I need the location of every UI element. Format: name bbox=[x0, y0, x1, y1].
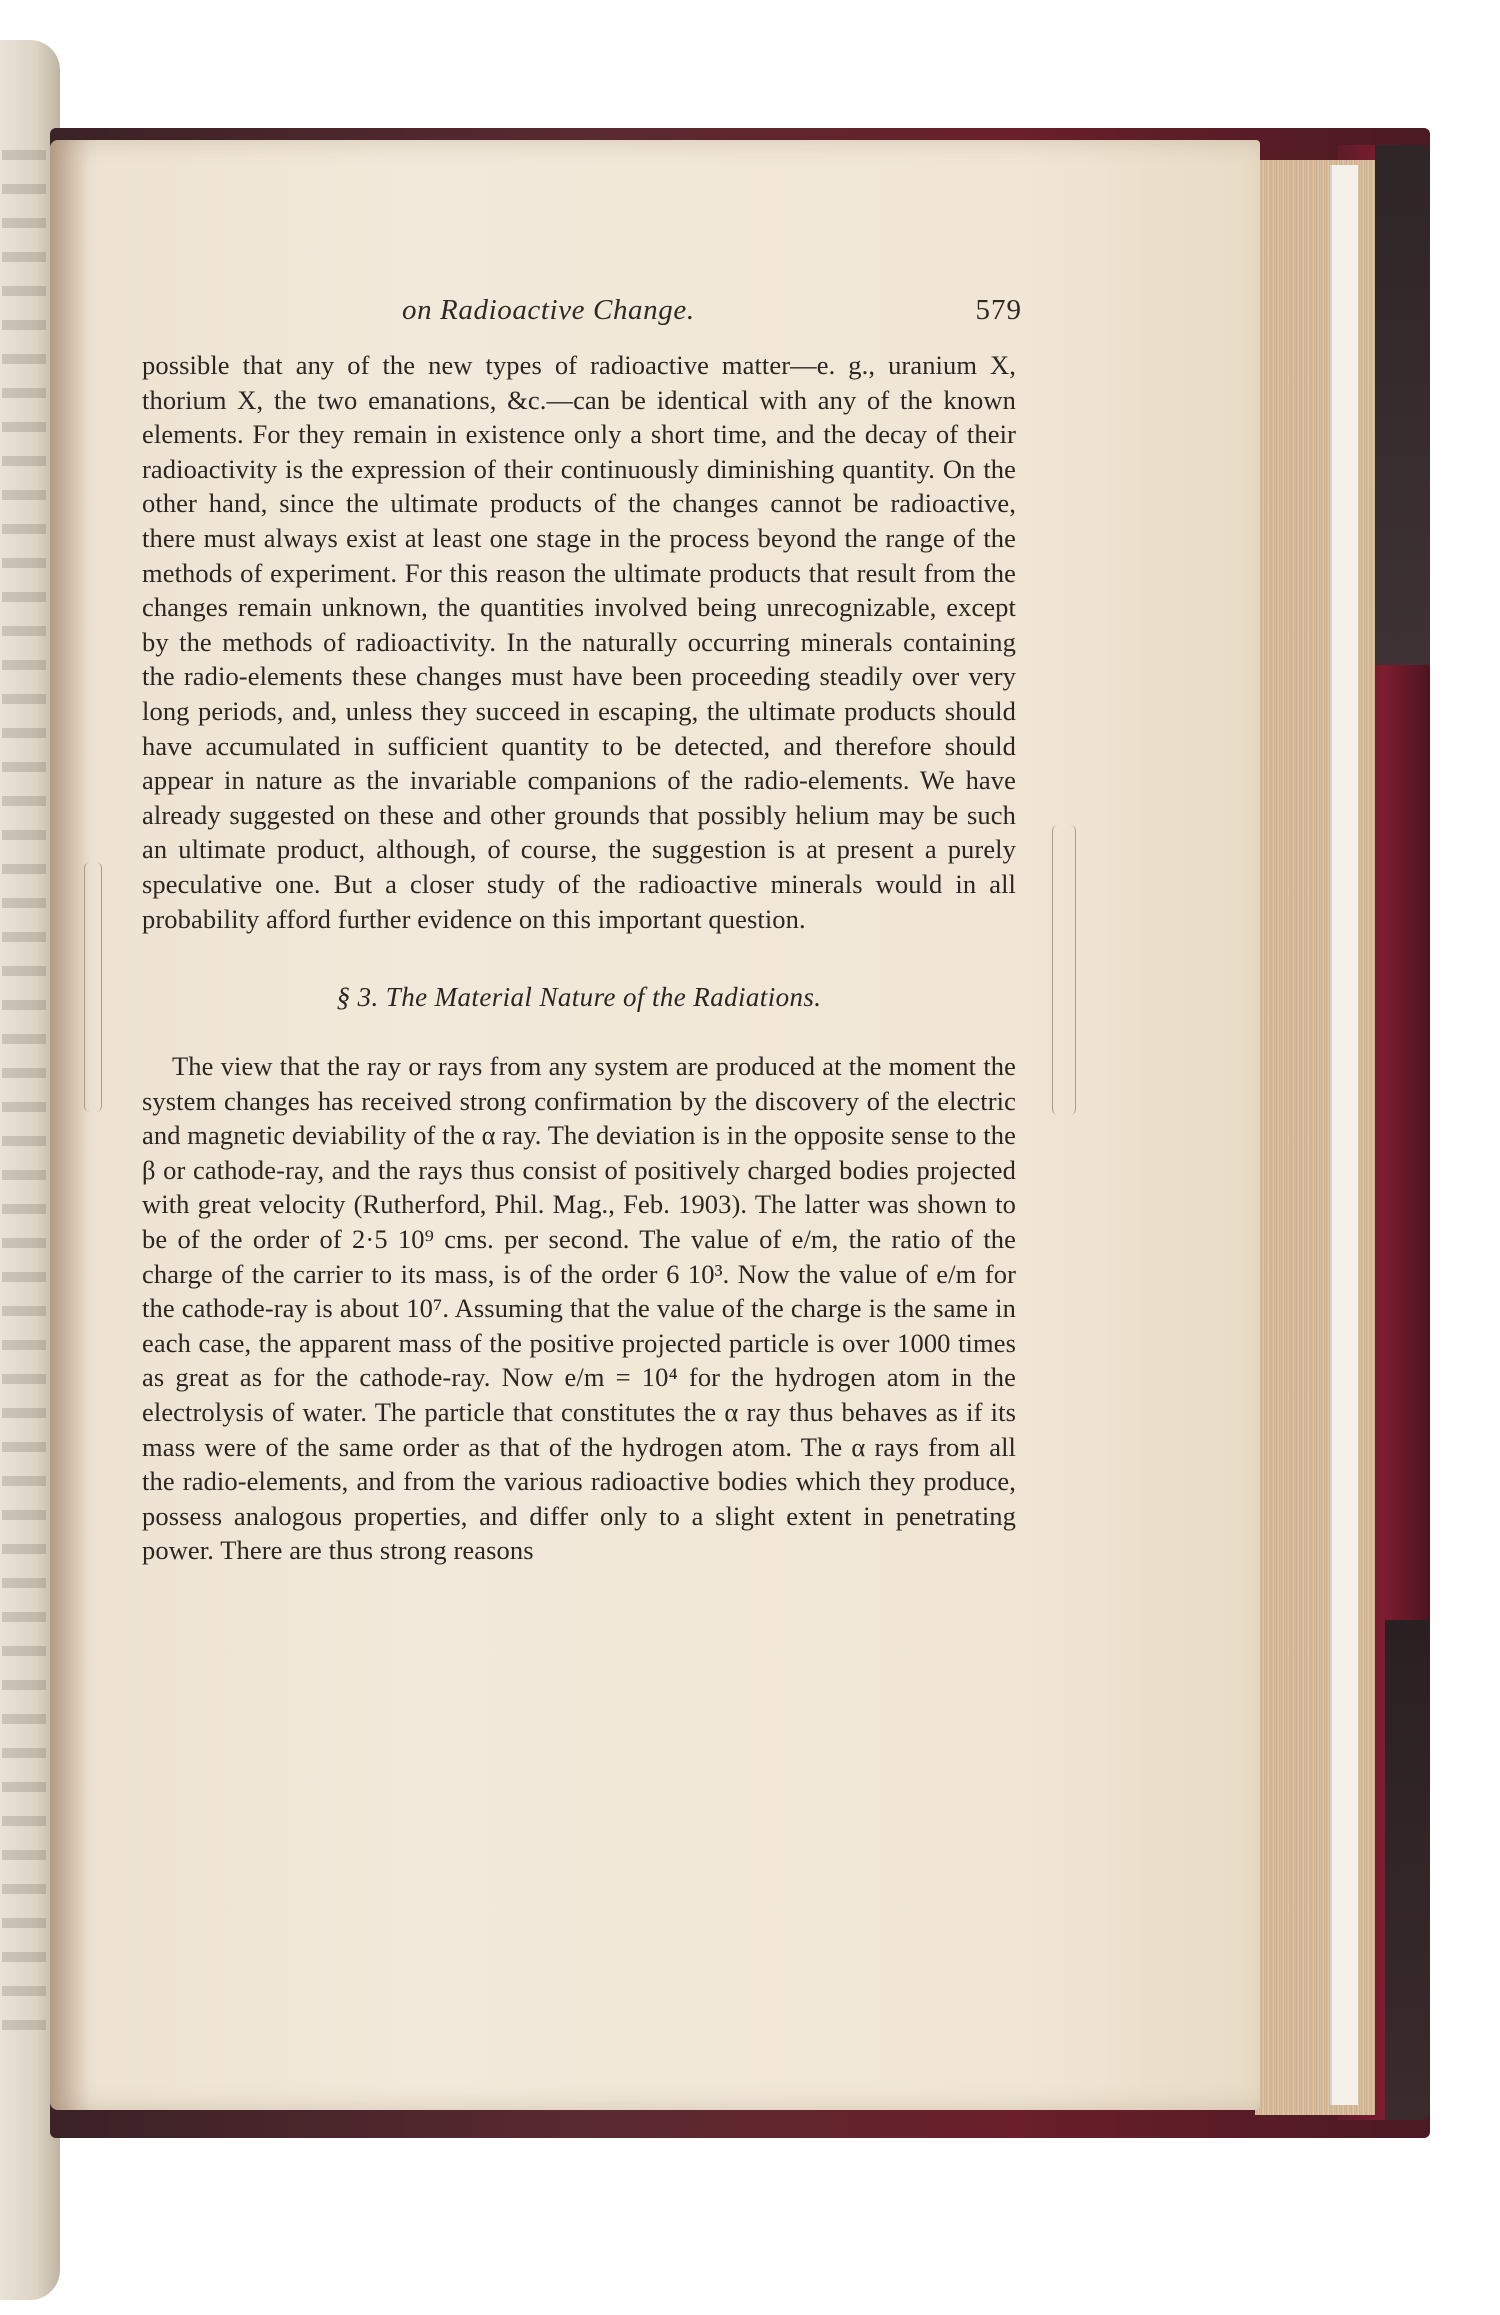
paragraph-1: possible that any of the new types of radioactive matter—e. g., uranium X, thorium X, the two emanations, &c.—can be identical with any of the known elements. For they remain in existence only a short time, and the decay of their radioactivity is the expression of their continuously diminishing quantity. On the other hand, since the ultimate products of the changes cannot be radioactive, there must always exist at least one stage in the process beyond the range of the methods of experiment. For this reason the ultimate products that result from the changes remain unknown, the quantities involved being unrecognizable, except by the methods of radioactivity. In the naturally occurring minerals containing the radio-elements these changes must have been proceeding steadily over very long periods, and, unless they succeed in escaping, the ultimate products should have accumulated in sufficient quantity to be detected, and therefore should appear in nature as the invariable companions of the radio-elements. We have already suggested on these and other grounds that possibly helium may be such an ultimate product, although, of course, the suggestion is at present a purely speculative one. But a closer study of the radioactive minerals would in all probability afford further evidence on this important question. bbox=[142, 350, 1016, 934]
page-text bbox=[142, 288, 1022, 1568]
leather-corner-top bbox=[1375, 145, 1430, 665]
page-number: 579 bbox=[975, 294, 1022, 326]
margin-pencil-mark-right bbox=[1052, 825, 1076, 1115]
facing-page-text bbox=[2, 150, 46, 2050]
margin-pencil-mark-left bbox=[84, 862, 102, 1112]
running-header bbox=[142, 288, 1022, 348]
page-stack-white-edge bbox=[1330, 165, 1358, 2105]
paragraph-2: The view that the ray or rays from any system are produced at the moment the system changes has received strong confirmation by the discovery of the electric and magnetic deviability of the α ray. The deviation is in the opposite sense to the β or cathode-ray, and the rays thus consist of positively charged bodies projected with great velocity (Rutherford, Phil. Mag., Feb. 1903). The latter was shown to be of the order of 2·5 10⁹ cms. per second. The value of e/m, the ratio of the charge of the carrier to its mass, is of the order 6 10³. Now the value of e/m for the cathode-ray is about 10⁷. Assuming that the value of the charge is the same in each case, the apparent mass of the positive projected particle is over 1000 times as great as for the cathode-ray. Now e/m = 10⁴ for the hydrogen atom in the electrolysis of water. The particle that constitutes the α ray thus behaves as if its mass were of the same order as that of the hydrogen atom. The α rays from all the radio-elements, and from the various radioactive bodies which they produce, possess analogous properties, and differ only to a slight extent in penetrating power. There are thus strong reasons bbox=[142, 1051, 1016, 1566]
leather-corner-bottom bbox=[1385, 1620, 1430, 2120]
running-head-title: on Radioactive Change. bbox=[402, 294, 695, 326]
section-heading: § 3. The Material Nature of the Radiations. bbox=[336, 982, 822, 1013]
page-gutter-shadow bbox=[50, 140, 90, 2110]
